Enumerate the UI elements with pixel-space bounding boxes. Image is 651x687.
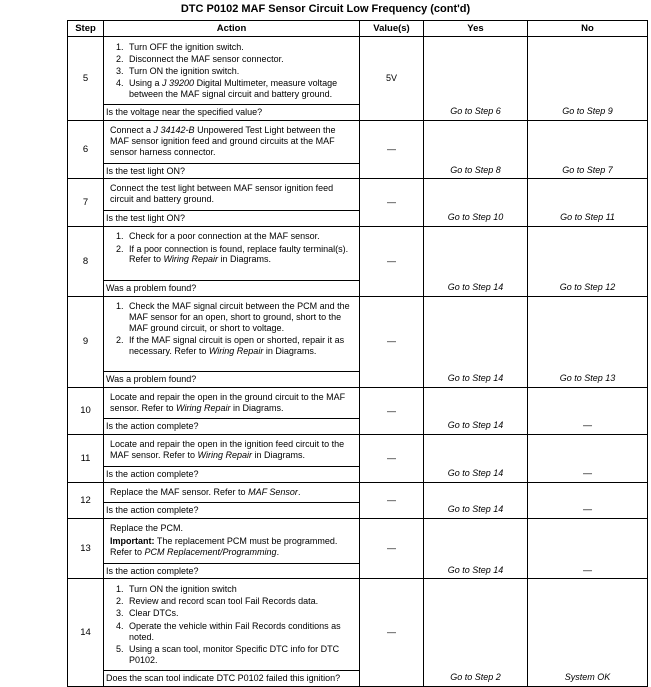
action-item [116, 644, 356, 666]
item-number: 4. [116, 78, 124, 89]
question-text: Was a problem found? [104, 280, 359, 296]
question-text: Is the action complete? [104, 502, 359, 518]
step-number: 9 [68, 296, 104, 387]
item-text: Using a scan tool, monitor Specific DTC info for DTC P0102. [129, 643, 340, 665]
item-number: 2. [116, 334, 124, 345]
item-text: Check for a poor connection at the MAF sensor. [129, 231, 320, 242]
no-result: System OK [564, 671, 611, 682]
item-number: 4. [116, 620, 124, 631]
action-item [116, 54, 356, 65]
no-result: — [583, 564, 592, 575]
item-number: 1. [116, 41, 124, 52]
item-text: Using a J 39200 Digital Multimeter, measure voltage between the MAF signal circuit and battery ground. [129, 78, 338, 100]
action-cell [104, 179, 360, 226]
action-body [104, 483, 359, 503]
no-cell [528, 435, 648, 482]
no-result: Go to Step 9 [562, 106, 613, 117]
yes-cell [424, 121, 528, 179]
value-cell: — [360, 296, 424, 387]
table-row [68, 37, 648, 121]
action-item [116, 584, 356, 595]
no-result: Go to Step 13 [559, 373, 616, 384]
question-text: Is the test light ON? [104, 210, 359, 226]
action-paragraph: Locate and repair the open in the ignition feed circuit to the MAF sensor. Refer to Wiring Repair in Diagrams. [110, 439, 345, 461]
action-item [116, 596, 356, 607]
table-row [68, 179, 648, 226]
action-paragraph: Locate and repair the open in the ground circuit to the MAF sensor. Refer to Wiring Repair in Diagrams. [110, 391, 346, 413]
action-item [116, 42, 356, 53]
item-number: 1. [116, 231, 124, 242]
yes-cell [424, 296, 528, 387]
value-cell: 5V [360, 37, 424, 121]
step-number: 5 [68, 37, 104, 121]
item-number: 2. [116, 243, 124, 254]
value-cell: — [360, 226, 424, 296]
item-text: Review and record scan tool Fail Records data. [129, 596, 319, 607]
yes-cell [424, 579, 528, 686]
col-header-no: No [528, 21, 648, 37]
step-number: 7 [68, 179, 104, 226]
item-number: 1. [116, 583, 124, 594]
action-item [116, 231, 356, 242]
action-item [116, 301, 356, 333]
action-cell [104, 482, 360, 519]
action-body [104, 121, 359, 162]
yes-result: Go to Step 14 [447, 564, 504, 575]
action-cell [104, 37, 360, 121]
action-body [104, 388, 359, 419]
step-number: 14 [68, 579, 104, 686]
item-number: 2. [116, 53, 124, 64]
value-cell: — [360, 579, 424, 686]
action-item [116, 66, 356, 77]
table-row [68, 482, 648, 519]
item-number: 3. [116, 608, 124, 619]
action-item [116, 608, 356, 619]
action-cell [104, 579, 360, 686]
yes-result: Go to Step 14 [447, 420, 504, 431]
question-text: Is the action complete? [104, 466, 359, 482]
question-text: Is the test light ON? [104, 163, 359, 179]
item-number: 2. [116, 596, 124, 607]
no-cell [528, 482, 648, 519]
yes-result: Go to Step 14 [447, 504, 504, 515]
value-cell: — [360, 179, 424, 226]
action-body [104, 179, 359, 210]
action-cell [104, 226, 360, 296]
action-cell [104, 121, 360, 179]
action-body [104, 227, 359, 280]
step-number: 8 [68, 226, 104, 296]
no-result: — [583, 467, 592, 478]
action-paragraph: Connect the test light between MAF sensor ignition feed circuit and battery ground. [110, 183, 334, 205]
yes-result: Go to Step 14 [447, 373, 504, 384]
action-paragraph: Replace the MAF sensor. Refer to MAF Sensor. [110, 486, 301, 497]
no-result: — [583, 420, 592, 431]
yes-cell [424, 179, 528, 226]
question-text: Is the action complete? [104, 563, 359, 579]
action-paragraph: Important: The replacement PCM must be programmed. Refer to PCM Replacement/Programming. [110, 536, 338, 557]
action-item [116, 335, 356, 357]
question-text: Was a problem found? [104, 371, 359, 387]
value-cell: — [360, 435, 424, 482]
action-paragraph: Replace the PCM. [110, 523, 184, 534]
action-body [104, 37, 359, 104]
col-header-yes: Yes [424, 21, 528, 37]
action-body [104, 519, 359, 562]
no-cell [528, 121, 648, 179]
value-cell: — [360, 482, 424, 519]
item-text: Check the MAF signal circuit between the PCM and the MAF sensor for an open, short to ground, short to the MAF ground circuit, or short to voltage. [129, 301, 350, 333]
no-cell [528, 37, 648, 121]
yes-cell [424, 37, 528, 121]
diagnostic-table-wrap [67, 20, 651, 687]
table-row [68, 296, 648, 387]
yes-result: Go to Step 14 [447, 467, 504, 478]
step-number: 11 [68, 435, 104, 482]
item-text: Turn ON the ignition switch. [129, 66, 240, 77]
yes-cell [424, 435, 528, 482]
col-header-action: Action [104, 21, 360, 37]
col-header-values: Value(s) [360, 21, 424, 37]
action-item [116, 244, 356, 266]
no-cell [528, 296, 648, 387]
yes-result: Go to Step 10 [447, 212, 504, 223]
yes-result: Go to Step 6 [450, 106, 501, 117]
step-number: 13 [68, 519, 104, 579]
table-row [68, 387, 648, 434]
item-text: Operate the vehicle within Fail Records conditions as noted. [129, 620, 341, 642]
item-text: Turn OFF the ignition switch. [129, 41, 244, 52]
question-text: Is the action complete? [104, 418, 359, 434]
item-text: Clear DTCs. [129, 608, 179, 619]
no-result: — [583, 504, 592, 515]
step-number: 10 [68, 387, 104, 434]
action-cell [104, 387, 360, 434]
item-number: 3. [116, 66, 124, 77]
item-text: Turn ON the ignition switch [129, 583, 237, 594]
yes-cell [424, 226, 528, 296]
value-cell: — [360, 519, 424, 579]
no-result: Go to Step 7 [562, 164, 613, 175]
no-cell [528, 179, 648, 226]
no-cell [528, 226, 648, 296]
question-text: Does the scan tool indicate DTC P0102 failed this ignition? [104, 670, 359, 686]
action-body [104, 297, 359, 371]
table-row [68, 121, 648, 179]
action-cell [104, 435, 360, 482]
table-row [68, 435, 648, 482]
value-cell: — [360, 387, 424, 434]
yes-result: Go to Step 14 [447, 281, 504, 292]
no-result: Go to Step 12 [559, 281, 616, 292]
yes-cell [424, 519, 528, 579]
yes-cell [424, 387, 528, 434]
no-cell [528, 579, 648, 686]
action-body [104, 435, 359, 466]
header-row [68, 21, 648, 37]
table-row [68, 519, 648, 579]
table-row [68, 226, 648, 296]
value-cell: — [360, 121, 424, 179]
item-number: 5. [116, 643, 124, 654]
no-cell [528, 387, 648, 434]
item-text: If a poor connection is found, replace faulty terminal(s). Refer to Wiring Repair in Diagrams. [129, 243, 349, 265]
action-cell [104, 296, 360, 387]
col-header-step: Step [68, 21, 104, 37]
action-item [116, 78, 356, 100]
question-text: Is the voltage near the specified value? [104, 104, 359, 120]
item-text: If the MAF signal circuit is open or shorted, repair it as necessary. Refer to Wiring Repair in Diagrams. [129, 334, 345, 356]
step-number: 6 [68, 121, 104, 179]
table-row [68, 579, 648, 686]
step-number: 12 [68, 482, 104, 519]
item-text: Disconnect the MAF sensor connector. [129, 53, 284, 64]
action-body [104, 579, 359, 670]
action-item [116, 621, 356, 643]
yes-result: Go to Step 2 [450, 671, 501, 682]
no-cell [528, 519, 648, 579]
item-number: 1. [116, 301, 124, 312]
action-cell [104, 519, 360, 579]
no-result: Go to Step 11 [560, 212, 615, 223]
yes-result: Go to Step 8 [450, 164, 501, 175]
page-title: DTC P0102 MAF Sensor Circuit Low Frequency (cont'd) [180, 3, 471, 15]
action-paragraph: Connect a J 34142-B Unpowered Test Light between the MAF sensor ignition feed and ground circuits at the MAF sensor harness connector. [110, 125, 336, 157]
yes-cell [424, 482, 528, 519]
diagnostic-table [67, 20, 648, 687]
